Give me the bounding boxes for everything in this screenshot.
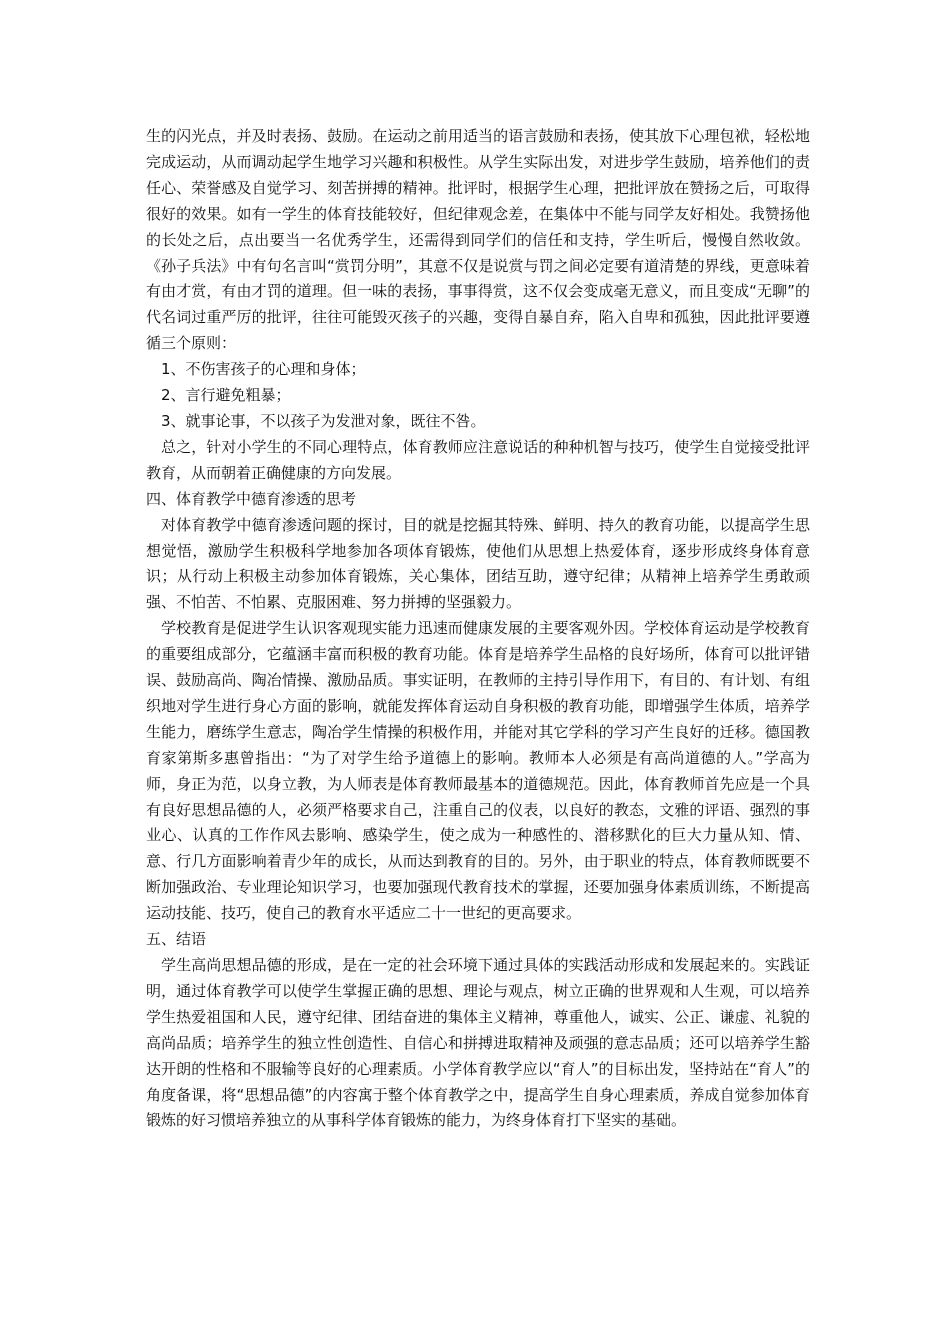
paragraph-school-education: 学校教育是促进学生认识客观现实能力迅速而健康发展的主要客观外因。学校体育运动是学校教育的重要组成部分，它蕴涵丰富而积极的教育功能。体育是培养学生品格的良好场所，体育可以批评错误、鼓励高尚、陶冶情操、激励品质。事实证明，在教师的主持引导作用下，有目的、有计划、有组织地对学生进行身心方面的影响，就能发挥体育运动自身积极的教育功能，即增强学生体质，培养学生能力，磨练学生意志，陶冶学生情操的积极作用，并能对其它学科的学习产生良好的迁移。德国教育家第斯多惠曾指出：“为了对学生给予道德上的影响。教师本人必须是有高尚道德的人。”学高为师，身正为范，以身立教，为人师表是体育教师最基本的道德规范。因此，体育教师首先应是一个具有良好思想品德的人，必须严格要求自己，注重自己的仪表，以良好的教态，文雅的评语、强烈的事业心、认真的工作作风去影响、感染学生，使之成为一种感性的、潜移默化的巨大力量从知、情、意、行几方面影响着青少年的成长，从而达到教育的目的。另外，由于职业的特点，体育教师既要不断加强政治、专业理论知识学习，也要加强现代教育技术的掌握，还要加强身体素质训练，不断提高运动技能、技巧，使自己的教育水平适应二十一世纪的更高要求。 [146,619,810,923]
paragraph-moral-education-purpose: 对体育教学中德育渗透问题的探讨，目的就是挖掘其特殊、鲜明、持久的教育功能，以提高学生思想觉悟，激励学生积极科学地参加各项体育锻炼，使他们从思想上热爱体育，逐步形成终身体育意识；从行动上积极主动参加体育锻炼，关心集体，团结互助，遵守纪律；从精神上培养学生勇敢顽强、不怕苦、不怕累、克服困难、努力拼搏的坚强毅力。 [146,515,810,612]
section-heading-5: 五、结语 [146,930,207,949]
paragraph-summary: 总之，针对小学生的不同心理特点，体育教师应注意说话的种种机智与技巧，使学生自觉接受批评教育，从而朝着正确健康的方向发展。 [146,437,810,482]
paragraph-conclusion: 学生高尚思想品德的形成，是在一定的社会环境下通过具体的实践活动形成和发展起来的。实践证明，通过体育教学可以使学生掌握正确的思想、理论与观点，树立正确的世界观和人生观，可以培养学生热爱祖国和人民，遵守纪律、团结奋进的集体主义精神，尊重他人，诚实、公正、谦虚、礼貌的高尚品质；培养学生的独立性创造性、自信心和拼搏进取精神及顽强的意志品质；还可以培养学生豁达开朗的性格和不服输等良好的心理素质。小学体育教学应以“育人”的目标出发，坚持站在“育人”的角度备课，将“思想品德”的内容寓于整个体育教学之中，提高学生自身心理素质，养成自觉参加体育锻炼的好习惯培养独立的从事科学体育锻炼的能力，为终身体育打下坚实的基础。 [146,956,810,1130]
principle-item-3: 3、就事论事，不以孩子为发泄对象，既往不咎。 [161,411,486,430]
section-heading-4: 四、体育教学中德育渗透的思考 [146,489,357,508]
principle-item-1: 1、不伤害孩子的心理和身体； [161,360,366,379]
document-page [146,124,810,1134]
principle-item-2: 2、言行避免粗暴； [161,386,291,405]
paragraph-praise-and-criticism: 生的闪光点，并及时表扬、鼓励。在运动之前用适当的语言鼓励和表扬，使其放下心理包袱，轻松地完成运动，从而调动起学生地学习兴趣和积极性。从学生实际出发，对进步学生鼓励，培养他们的责任心、荣誉感及自觉学习、刻苦拼搏的精神。批评时，根据学生心理，把批评放在赞扬之后，可取得很好的效果。如有一学生的体育技能较好，但纪律观念差，在集体中不能与同学友好相处。我赞扬他的长处之后，点出要当一名优秀学生，还需得到同学们的信任和支持，学生听后，慢慢自然收敛。《孙子兵法》中有句名言叫“赏罚分明”，其意不仅是说赏与罚之间必定要有道清楚的界线，更意味着有由才赏，有由才罚的道理。但一味的表扬，事事得赏，这不仅会变成毫无意义，而且变成“无聊”的代名词过重严厉的批评，往往可能毁灭孩子的兴趣，变得自暴自弃，陷入自卑和孤独，因此批评要遵循三个原则： [146,127,810,353]
